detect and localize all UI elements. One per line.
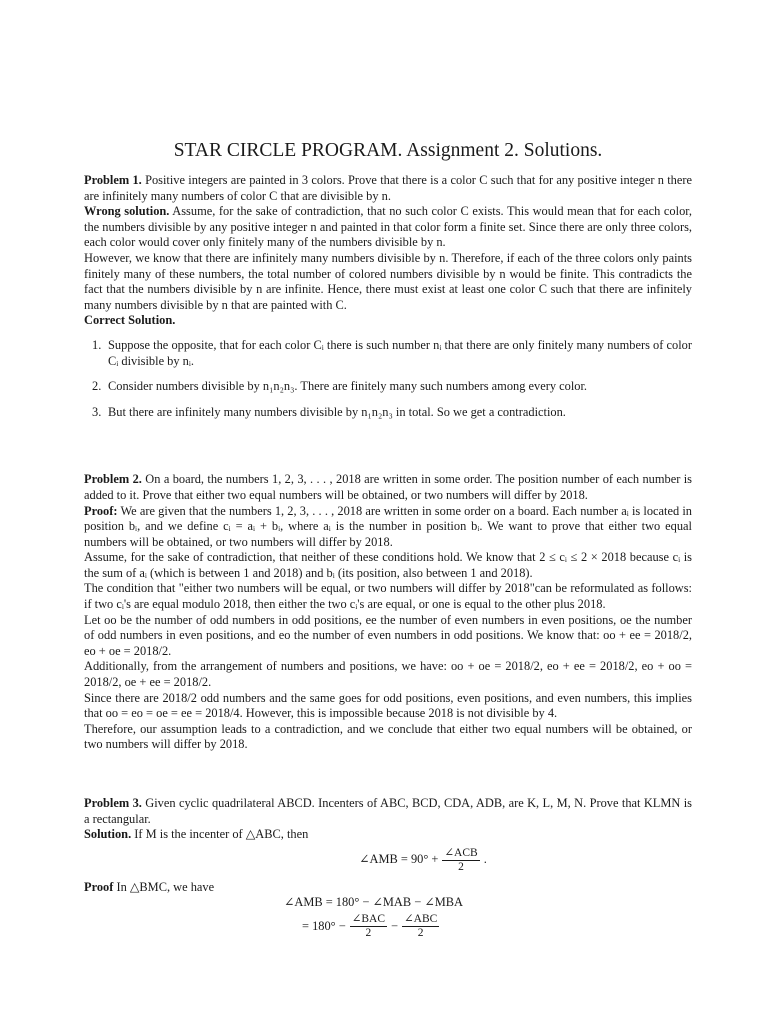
wrong-solution-text: Assume, for the sake of contradiction, that no such color C exists. This would mean that for each color, the numbers divisible by any positive integer n and painted in that color form a finite set. Since there are only three colors, each color would cover only finitely many of the numbers divisible by n. — [84, 204, 692, 250]
problem-2-label: Problem 2. — [84, 472, 142, 487]
correct-solution-list — [84, 338, 692, 420]
fraction-numerator: ∠BAC — [351, 912, 386, 925]
problem-1-label: Problem 1. — [84, 173, 142, 187]
list-item-text: Suppose the opposite, that for each color Cᵢ there is such number nᵢ that there are only finitely many numbers of color Cᵢ divisible by nᵢ. — [108, 337, 692, 368]
wrong-solution-label: Wrong solution. — [84, 204, 170, 219]
problem-1-statement — [84, 173, 692, 204]
equation-row — [302, 913, 692, 940]
equation-amb — [154, 847, 692, 874]
proof-text: We are given that the numbers 1, 2, 3, . . . , 2018 are written in some order on a board. Each number aᵢ is located in position bᵢ, and we define cᵢ = aᵢ + bᵢ, where aᵢ is the number in position bᵢ. We want to prove that either two equal numbers will be obtained, or two numbers will differ by 2018. — [84, 503, 692, 549]
equation-end: . — [483, 852, 487, 867]
fraction — [350, 913, 387, 940]
list-item-text: Consider numbers divisible by n₁n₂n₃. There are finitely many such numbers among every color. — [108, 379, 587, 394]
equation-left: = 180° − — [302, 918, 346, 933]
additionally-paragraph: Additionally, from the arrangement of numbers and positions, we have: oo + oe = 2018/2, eo + ee = 2018/2, eo + oo = 2018/2, oe + ee = 2018/2. — [84, 659, 692, 690]
problem-2-proof — [84, 504, 692, 551]
proof-label: Proof: — [84, 503, 118, 518]
however-paragraph: However, we know that there are infinitely many numbers divisible by n. Therefore, if each of the three colors only paints finitely many of these numbers, the total number of colored numbers divisible by n would be finite. This contradicts the fact that the numbers divisible by n are infinite. Hence, there must exist at least one color C such that there are infinitely many numbers divisible by n that are painted with C. — [84, 250, 692, 312]
solution-label: Solution. — [84, 827, 132, 842]
proof-text: In △BMC, we have — [113, 879, 215, 894]
list-item-number: 2. — [92, 379, 102, 394]
problem-2-text: On a board, the numbers 1, 2, 3, . . . , 2018 are written in some order. The position number of each number is added to it. Prove that either two equal numbers will be obtained, or two numbers will differ by 2018. — [84, 472, 692, 502]
page-title: STAR CIRCLE PROGRAM. Assignment 2. Solutions. — [173, 140, 603, 161]
fraction — [442, 847, 479, 874]
assume-paragraph: Assume, for the sake of contradiction, that neither of these conditions hold. We know that 2 ≤ cᵢ ≤ 2 × 2018 because cᵢ is the sum of aᵢ (which is between 1 and 2018) and bᵢ (its position, also between 1 and 2018). — [84, 550, 692, 580]
since-paragraph: Since there are 2018/2 odd numbers and the same goes for odd positions, even positions, and even numbers, this implies that oo = eo = oe = ee = 2018/4. However, this is impossible because 2018 is not divisible by 4. — [84, 690, 692, 721]
problem-3-solution — [84, 827, 692, 843]
wrong-solution-paragraph — [84, 204, 692, 251]
correct-solution-label — [84, 313, 692, 329]
problem-3-label: Problem 3. — [84, 796, 142, 810]
fraction-numerator: ∠ACB — [444, 846, 478, 859]
spacer — [84, 430, 692, 472]
condition-paragraph: The condition that "either two numbers will be equal, or two numbers will differ by 2018"can be reformulated as follows: if two cᵢ's are equal modulo 2018, then either the two cᵢ's are equal, or one is equal to the other plus 2018. — [84, 581, 692, 612]
fraction — [402, 913, 439, 940]
list-item-number: 3. — [92, 404, 102, 419]
problem-3-statement — [84, 796, 692, 827]
equation-row: ∠AMB = 180° − ∠MAB − ∠MBA — [284, 895, 463, 910]
problem-2-statement — [84, 472, 692, 503]
problem-3-text: Given cyclic quadrilateral ABCD. Incenters of ABC, BCD, CDA, ADB, are K, L, M, N. Prove that KLMN is a rectangular. — [84, 796, 692, 826]
list-item — [92, 379, 692, 395]
minus-sign: − — [391, 918, 399, 933]
problem-3-proof — [84, 880, 692, 896]
problem-1-text: Positive integers are painted in 3 colors. Prove that there is a color C such that for any positive integer n there are infinitely many numbers of color C that are divisible by n. — [84, 173, 692, 203]
list-item-text: But there are infinitely many numbers divisible by n₁n₂n₃ in total. So we get a contradiction. — [108, 404, 566, 419]
correct-solution-heading: Correct Solution. — [84, 313, 176, 328]
fraction-denominator: 2 — [458, 860, 464, 873]
therefore-paragraph: Therefore, our assumption leads to a contradiction, and we conclude that either two equal numbers will be obtained, or two numbers will differ by 2018. — [84, 721, 692, 752]
fraction-denominator: 2 — [417, 926, 424, 939]
list-item — [92, 337, 692, 369]
fraction-numerator: ∠ABC — [404, 912, 438, 925]
solution-text: If M is the incenter of △ABC, then — [131, 827, 309, 842]
document-page — [84, 140, 692, 940]
fraction-denominator: 2 — [365, 926, 372, 939]
proof-label: Proof — [84, 879, 114, 894]
let-paragraph: Let oo be the number of odd numbers in odd positions, ee the number of even numbers in even positions, oe the number of odd numbers in even positions, and eo the number of even numbers in odd positions. We know that: oo + ee = 2018/2, eo + oe = 2018/2. — [84, 612, 692, 658]
equation-left: ∠AMB = 90° + — [359, 852, 439, 867]
spacer — [84, 753, 692, 796]
list-item — [92, 404, 692, 421]
list-item-number: 1. — [92, 337, 102, 352]
equation-block — [274, 895, 692, 940]
